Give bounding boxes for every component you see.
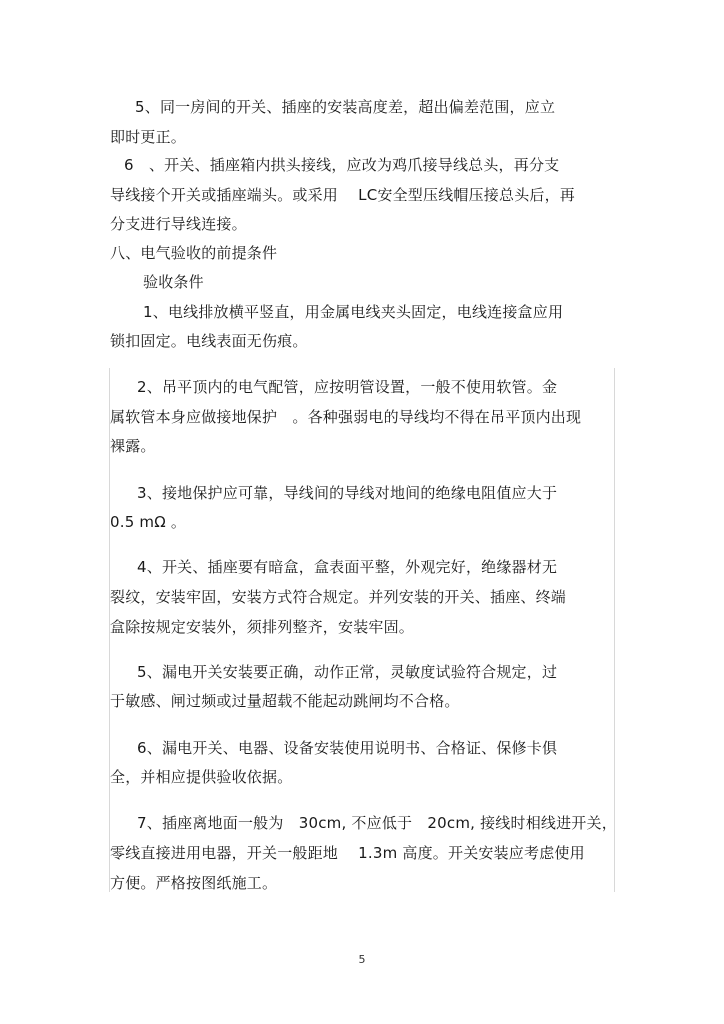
item-2-line-1: 2、吊平顶内的电气配管，应按明管设置，一般不使用软管。金 bbox=[137, 378, 558, 396]
paragraph-6-line-3: 分支进行导线连接。 bbox=[110, 215, 247, 233]
paragraph-6-line-2: 导线接个开关或插座端头。或采用 LC安全型压线帽压接总头后，再 bbox=[110, 186, 576, 204]
subsection-heading: 验收条件 bbox=[143, 273, 204, 291]
item-4-line-3: 盒除按规定安装外，须排列整齐，安装牢固。 bbox=[110, 618, 415, 636]
item-4-line-2: 裂纹，安装牢固，安装方式符合规定。并列安装的开关、插座、终端 bbox=[110, 588, 567, 606]
page-number: 5 bbox=[358, 953, 366, 966]
item-7-line-3: 方便。严格按图纸施工。 bbox=[110, 874, 278, 892]
item-1-line-1: 1、电线排放横平竖直，用金属电线夹头固定，电线连接盒应用 bbox=[143, 303, 564, 321]
item-2-line-2: 属软管本身应做接地保护 。各种强弱电的导线均不得在吊平顶内出现 bbox=[110, 408, 582, 426]
paragraph-5-line-2: 即时更正。 bbox=[110, 128, 187, 146]
item-1-line-2: 锁扣固定。电线表面无伤痕。 bbox=[110, 332, 308, 350]
paragraph-5-line-1: 5、同一房间的开关、插座的安装高度差，超出偏差范围，应立 bbox=[135, 98, 556, 116]
item-3-line-2: 0.5 mΩ 。 bbox=[110, 513, 187, 531]
item-3-line-1: 3、接地保护应可靠，导线间的导线对地间的绝缘电阻值应大于 bbox=[137, 484, 558, 502]
section-heading: 八、电气验收的前提条件 bbox=[110, 244, 278, 262]
item-6-line-1: 6、漏电开关、电器、设备安装使用说明书、合格证、保修卡俱 bbox=[137, 739, 558, 757]
item-7-line-2: 零线直接进用电器，开关一般距地 1.3m 高度。开关安装应考虑使用 bbox=[110, 844, 585, 862]
item-7-line-1: 7、插座离地面一般为 30cm, 不应低于 20cm, 接线时相线进开关， bbox=[137, 814, 617, 832]
item-2-line-3: 裸露。 bbox=[110, 437, 156, 455]
item-5-line-1: 5、漏电开关安装要正确，动作正常，灵敏度试验符合规定，过 bbox=[137, 663, 558, 681]
paragraph-6-line-1: 6 、开关、插座箱内拱头接线，应改为鸡爪接导线总头，再分支 bbox=[124, 156, 560, 174]
item-6-line-2: 全，并相应提供验收依据。 bbox=[110, 768, 293, 786]
item-5-line-2: 于敏感、闸过频或过量超载不能起动跳闸均不合格。 bbox=[110, 692, 460, 710]
item-4-line-1: 4、开关、插座要有暗盒，盒表面平整，外观完好，绝缘器材无 bbox=[137, 558, 558, 576]
